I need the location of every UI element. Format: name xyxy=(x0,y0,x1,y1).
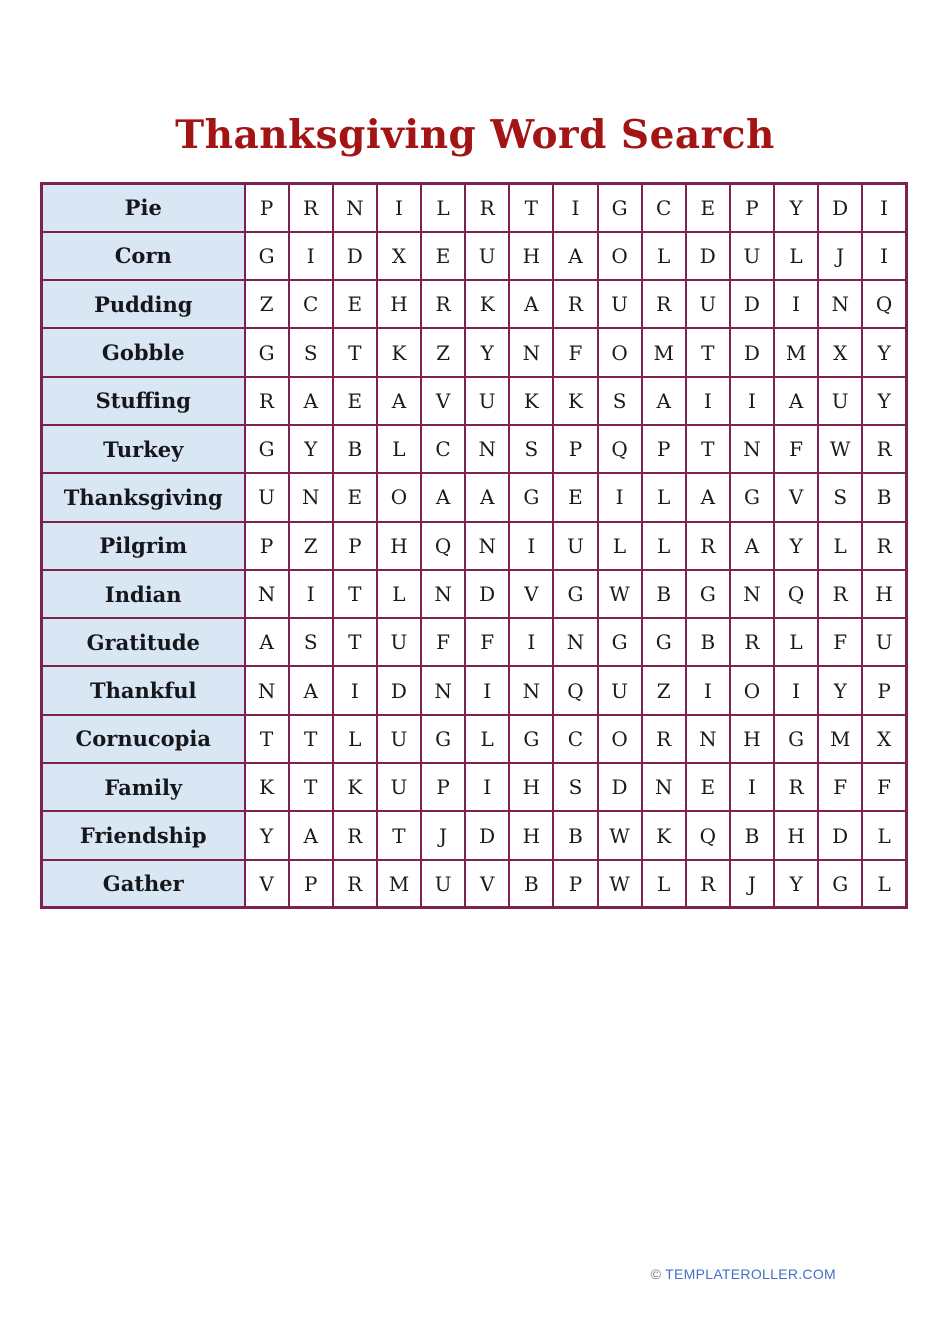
grid-letter: B xyxy=(553,811,597,859)
copyright-icon: © xyxy=(650,1266,662,1282)
grid-letter: H xyxy=(774,811,818,859)
grid-letter: R xyxy=(642,715,686,763)
grid-letter: H xyxy=(509,763,553,811)
grid-letter: T xyxy=(333,570,377,618)
grid-letter: W xyxy=(818,425,862,473)
grid-letter: G xyxy=(509,473,553,521)
grid-letter: P xyxy=(553,860,597,908)
grid-letter: L xyxy=(377,570,421,618)
page-title: Thanksgiving Word Search xyxy=(175,112,775,158)
grid-letter: N xyxy=(465,522,509,570)
grid-letter: Y xyxy=(862,377,906,425)
grid-letter: N xyxy=(686,715,730,763)
grid-letter: D xyxy=(465,570,509,618)
grid-letter: N xyxy=(509,666,553,714)
grid-letter: H xyxy=(377,280,421,328)
grid-letter: S xyxy=(289,618,333,666)
grid-letter: Q xyxy=(598,425,642,473)
grid-letter: G xyxy=(509,715,553,763)
grid-letter: R xyxy=(333,860,377,908)
grid-letter: I xyxy=(730,377,774,425)
grid-letter: T xyxy=(377,811,421,859)
grid-letter: I xyxy=(686,666,730,714)
word-label: Pie xyxy=(42,184,245,232)
grid-letter: B xyxy=(686,618,730,666)
grid-letter: N xyxy=(642,763,686,811)
grid-letter: R xyxy=(686,522,730,570)
grid-letter: Z xyxy=(245,280,289,328)
grid-letter: I xyxy=(289,232,333,280)
grid-letter: B xyxy=(862,473,906,521)
grid-letter: R xyxy=(421,280,465,328)
grid-letter: N xyxy=(818,280,862,328)
grid-letter: Y xyxy=(465,328,509,376)
puzzle-row xyxy=(42,184,907,232)
grid-letter: T xyxy=(289,715,333,763)
grid-letter: G xyxy=(818,860,862,908)
grid-letter: K xyxy=(509,377,553,425)
grid-letter: R xyxy=(862,425,906,473)
word-label: Turkey xyxy=(42,425,245,473)
grid-letter: K xyxy=(465,280,509,328)
grid-letter: Y xyxy=(289,425,333,473)
puzzle-row xyxy=(42,763,907,811)
grid-letter: I xyxy=(509,618,553,666)
grid-letter: G xyxy=(598,184,642,232)
grid-letter: A xyxy=(289,811,333,859)
grid-letter: A xyxy=(465,473,509,521)
grid-letter: F xyxy=(818,618,862,666)
word-label: Gather xyxy=(42,860,245,908)
grid-letter: G xyxy=(642,618,686,666)
grid-letter: N xyxy=(730,425,774,473)
grid-letter: I xyxy=(553,184,597,232)
grid-letter: A xyxy=(642,377,686,425)
grid-letter: T xyxy=(686,328,730,376)
grid-letter: U xyxy=(598,280,642,328)
grid-letter: O xyxy=(598,328,642,376)
grid-letter: Z xyxy=(289,522,333,570)
grid-letter: N xyxy=(421,570,465,618)
grid-letter: L xyxy=(818,522,862,570)
grid-letter: M xyxy=(377,860,421,908)
word-label: Gobble xyxy=(42,328,245,376)
puzzle-row xyxy=(42,666,907,714)
grid-letter: G xyxy=(245,328,289,376)
grid-letter: U xyxy=(377,763,421,811)
grid-letter: V xyxy=(774,473,818,521)
grid-letter: C xyxy=(642,184,686,232)
word-label: Indian xyxy=(42,570,245,618)
grid-letter: G xyxy=(730,473,774,521)
puzzle-row xyxy=(42,328,907,376)
grid-letter: Q xyxy=(421,522,465,570)
puzzle-row xyxy=(42,232,907,280)
grid-letter: Y xyxy=(774,860,818,908)
grid-letter: C xyxy=(421,425,465,473)
grid-letter: A xyxy=(730,522,774,570)
grid-letter: U xyxy=(377,618,421,666)
puzzle-row xyxy=(42,715,907,763)
grid-letter: I xyxy=(465,763,509,811)
grid-letter: I xyxy=(465,666,509,714)
grid-letter: X xyxy=(862,715,906,763)
grid-letter: R xyxy=(333,811,377,859)
grid-letter: M xyxy=(642,328,686,376)
grid-letter: P xyxy=(333,522,377,570)
word-label: Stuffing xyxy=(42,377,245,425)
grid-letter: H xyxy=(730,715,774,763)
grid-letter: S xyxy=(553,763,597,811)
footer xyxy=(651,1266,836,1282)
grid-letter: R xyxy=(245,377,289,425)
grid-letter: D xyxy=(598,763,642,811)
grid-letter: M xyxy=(818,715,862,763)
grid-letter: H xyxy=(509,811,553,859)
grid-letter: U xyxy=(377,715,421,763)
grid-letter: N xyxy=(289,473,333,521)
grid-letter: I xyxy=(730,763,774,811)
puzzle-row xyxy=(42,473,907,521)
grid-letter: Q xyxy=(553,666,597,714)
grid-letter: I xyxy=(862,232,906,280)
grid-letter: T xyxy=(289,763,333,811)
puzzle-row xyxy=(42,860,907,908)
grid-letter: U xyxy=(245,473,289,521)
puzzle-row xyxy=(42,377,907,425)
grid-letter: K xyxy=(245,763,289,811)
grid-letter: O xyxy=(730,666,774,714)
grid-letter: Q xyxy=(862,280,906,328)
grid-letter: U xyxy=(553,522,597,570)
word-label: Thanksgiving xyxy=(42,473,245,521)
grid-letter: T xyxy=(509,184,553,232)
grid-letter: L xyxy=(421,184,465,232)
grid-letter: A xyxy=(509,280,553,328)
grid-letter: R xyxy=(642,280,686,328)
grid-letter: D xyxy=(377,666,421,714)
grid-letter: L xyxy=(465,715,509,763)
word-label: Corn xyxy=(42,232,245,280)
grid-letter: S xyxy=(598,377,642,425)
grid-letter: F xyxy=(818,763,862,811)
grid-letter: E xyxy=(333,377,377,425)
grid-letter: I xyxy=(333,666,377,714)
grid-letter: F xyxy=(553,328,597,376)
grid-letter: U xyxy=(818,377,862,425)
grid-letter: P xyxy=(245,522,289,570)
grid-letter: A xyxy=(289,377,333,425)
grid-letter: P xyxy=(421,763,465,811)
grid-letter: U xyxy=(465,377,509,425)
grid-letter: S xyxy=(289,328,333,376)
grid-letter: K xyxy=(553,377,597,425)
grid-letter: C xyxy=(289,280,333,328)
puzzle-row xyxy=(42,570,907,618)
puzzle-row xyxy=(42,618,907,666)
grid-letter: Y xyxy=(818,666,862,714)
puzzle-row xyxy=(42,425,907,473)
grid-letter: K xyxy=(642,811,686,859)
grid-letter: E xyxy=(421,232,465,280)
grid-letter: R xyxy=(553,280,597,328)
grid-letter: S xyxy=(509,425,553,473)
grid-letter: T xyxy=(333,328,377,376)
grid-letter: P xyxy=(553,425,597,473)
word-label: Thankful xyxy=(42,666,245,714)
grid-letter: F xyxy=(862,763,906,811)
grid-letter: K xyxy=(377,328,421,376)
grid-letter: U xyxy=(686,280,730,328)
grid-letter: D xyxy=(818,184,862,232)
grid-letter: I xyxy=(774,666,818,714)
puzzle-row xyxy=(42,522,907,570)
grid-letter: F xyxy=(421,618,465,666)
grid-letter: N xyxy=(553,618,597,666)
grid-letter: A xyxy=(553,232,597,280)
word-search-table xyxy=(40,182,908,909)
grid-letter: I xyxy=(598,473,642,521)
grid-letter: Z xyxy=(421,328,465,376)
grid-letter: R xyxy=(862,522,906,570)
grid-letter: T xyxy=(333,618,377,666)
grid-letter: U xyxy=(598,666,642,714)
grid-letter: P xyxy=(642,425,686,473)
grid-letter: Y xyxy=(245,811,289,859)
grid-letter: E xyxy=(333,280,377,328)
grid-letter: G xyxy=(598,618,642,666)
grid-letter: I xyxy=(862,184,906,232)
grid-letter: I xyxy=(377,184,421,232)
grid-letter: E xyxy=(686,763,730,811)
grid-letter: R xyxy=(465,184,509,232)
grid-letter: N xyxy=(421,666,465,714)
grid-letter: L xyxy=(642,522,686,570)
grid-letter: L xyxy=(862,811,906,859)
grid-letter: Y xyxy=(862,328,906,376)
grid-letter: N xyxy=(333,184,377,232)
grid-letter: D xyxy=(465,811,509,859)
grid-letter: P xyxy=(862,666,906,714)
puzzle-row xyxy=(42,280,907,328)
grid-letter: G xyxy=(774,715,818,763)
word-label: Family xyxy=(42,763,245,811)
grid-letter: X xyxy=(377,232,421,280)
grid-letter: F xyxy=(774,425,818,473)
grid-letter: L xyxy=(862,860,906,908)
grid-letter: L xyxy=(774,618,818,666)
grid-letter: Q xyxy=(774,570,818,618)
word-label: Pilgrim xyxy=(42,522,245,570)
grid-letter: V xyxy=(465,860,509,908)
grid-letter: U xyxy=(421,860,465,908)
grid-letter: L xyxy=(598,522,642,570)
grid-letter: L xyxy=(642,860,686,908)
grid-letter: I xyxy=(774,280,818,328)
grid-letter: H xyxy=(862,570,906,618)
grid-letter: J xyxy=(818,232,862,280)
grid-letter: D xyxy=(818,811,862,859)
grid-letter: L xyxy=(774,232,818,280)
grid-letter: L xyxy=(642,473,686,521)
grid-letter: N xyxy=(245,570,289,618)
grid-letter: P xyxy=(289,860,333,908)
grid-letter: G xyxy=(245,232,289,280)
grid-letter: Y xyxy=(774,522,818,570)
word-search-table-body xyxy=(42,184,907,908)
grid-letter: R xyxy=(686,860,730,908)
grid-letter: D xyxy=(730,280,774,328)
grid-letter: T xyxy=(245,715,289,763)
grid-letter: K xyxy=(333,763,377,811)
grid-letter: O xyxy=(598,715,642,763)
grid-letter: V xyxy=(421,377,465,425)
grid-letter: D xyxy=(686,232,730,280)
grid-letter: C xyxy=(553,715,597,763)
grid-letter: W xyxy=(598,811,642,859)
grid-letter: Z xyxy=(642,666,686,714)
grid-letter: L xyxy=(642,232,686,280)
grid-letter: U xyxy=(862,618,906,666)
grid-letter: N xyxy=(730,570,774,618)
word-label: Gratitude xyxy=(42,618,245,666)
grid-letter: X xyxy=(818,328,862,376)
grid-letter: N xyxy=(245,666,289,714)
grid-letter: W xyxy=(598,570,642,618)
grid-letter: D xyxy=(730,328,774,376)
puzzle-row xyxy=(42,811,907,859)
grid-letter: A xyxy=(289,666,333,714)
grid-letter: J xyxy=(421,811,465,859)
grid-letter: Q xyxy=(686,811,730,859)
grid-letter: G xyxy=(245,425,289,473)
word-label: Cornucopia xyxy=(42,715,245,763)
grid-letter: B xyxy=(642,570,686,618)
grid-letter: U xyxy=(730,232,774,280)
grid-letter: P xyxy=(245,184,289,232)
grid-letter: U xyxy=(465,232,509,280)
grid-letter: A xyxy=(686,473,730,521)
grid-letter: M xyxy=(774,328,818,376)
grid-letter: R xyxy=(730,618,774,666)
grid-letter: A xyxy=(421,473,465,521)
word-label: Pudding xyxy=(42,280,245,328)
grid-letter: I xyxy=(289,570,333,618)
grid-letter: E xyxy=(333,473,377,521)
grid-letter: B xyxy=(333,425,377,473)
grid-letter: O xyxy=(377,473,421,521)
grid-letter: T xyxy=(686,425,730,473)
word-label: Friendship xyxy=(42,811,245,859)
grid-letter: G xyxy=(421,715,465,763)
grid-letter: V xyxy=(245,860,289,908)
grid-letter: H xyxy=(509,232,553,280)
grid-letter: G xyxy=(553,570,597,618)
grid-letter: I xyxy=(686,377,730,425)
grid-letter: B xyxy=(509,860,553,908)
grid-letter: E xyxy=(686,184,730,232)
grid-letter: P xyxy=(730,184,774,232)
grid-letter: A xyxy=(245,618,289,666)
grid-letter: H xyxy=(377,522,421,570)
grid-letter: L xyxy=(377,425,421,473)
grid-letter: R xyxy=(774,763,818,811)
grid-letter: N xyxy=(465,425,509,473)
grid-letter: B xyxy=(730,811,774,859)
grid-letter: D xyxy=(333,232,377,280)
grid-letter: E xyxy=(553,473,597,521)
grid-letter: J xyxy=(730,860,774,908)
grid-letter: G xyxy=(686,570,730,618)
grid-letter: N xyxy=(509,328,553,376)
grid-letter: F xyxy=(465,618,509,666)
grid-letter: L xyxy=(333,715,377,763)
grid-letter: S xyxy=(818,473,862,521)
grid-letter: R xyxy=(818,570,862,618)
grid-letter: R xyxy=(289,184,333,232)
grid-letter: O xyxy=(598,232,642,280)
grid-letter: V xyxy=(509,570,553,618)
grid-letter: Y xyxy=(774,184,818,232)
grid-letter: I xyxy=(509,522,553,570)
templateroller-link[interactable]: TEMPLATEROLLER.COM xyxy=(665,1266,836,1282)
grid-letter: W xyxy=(598,860,642,908)
grid-letter: A xyxy=(377,377,421,425)
grid-letter: A xyxy=(774,377,818,425)
